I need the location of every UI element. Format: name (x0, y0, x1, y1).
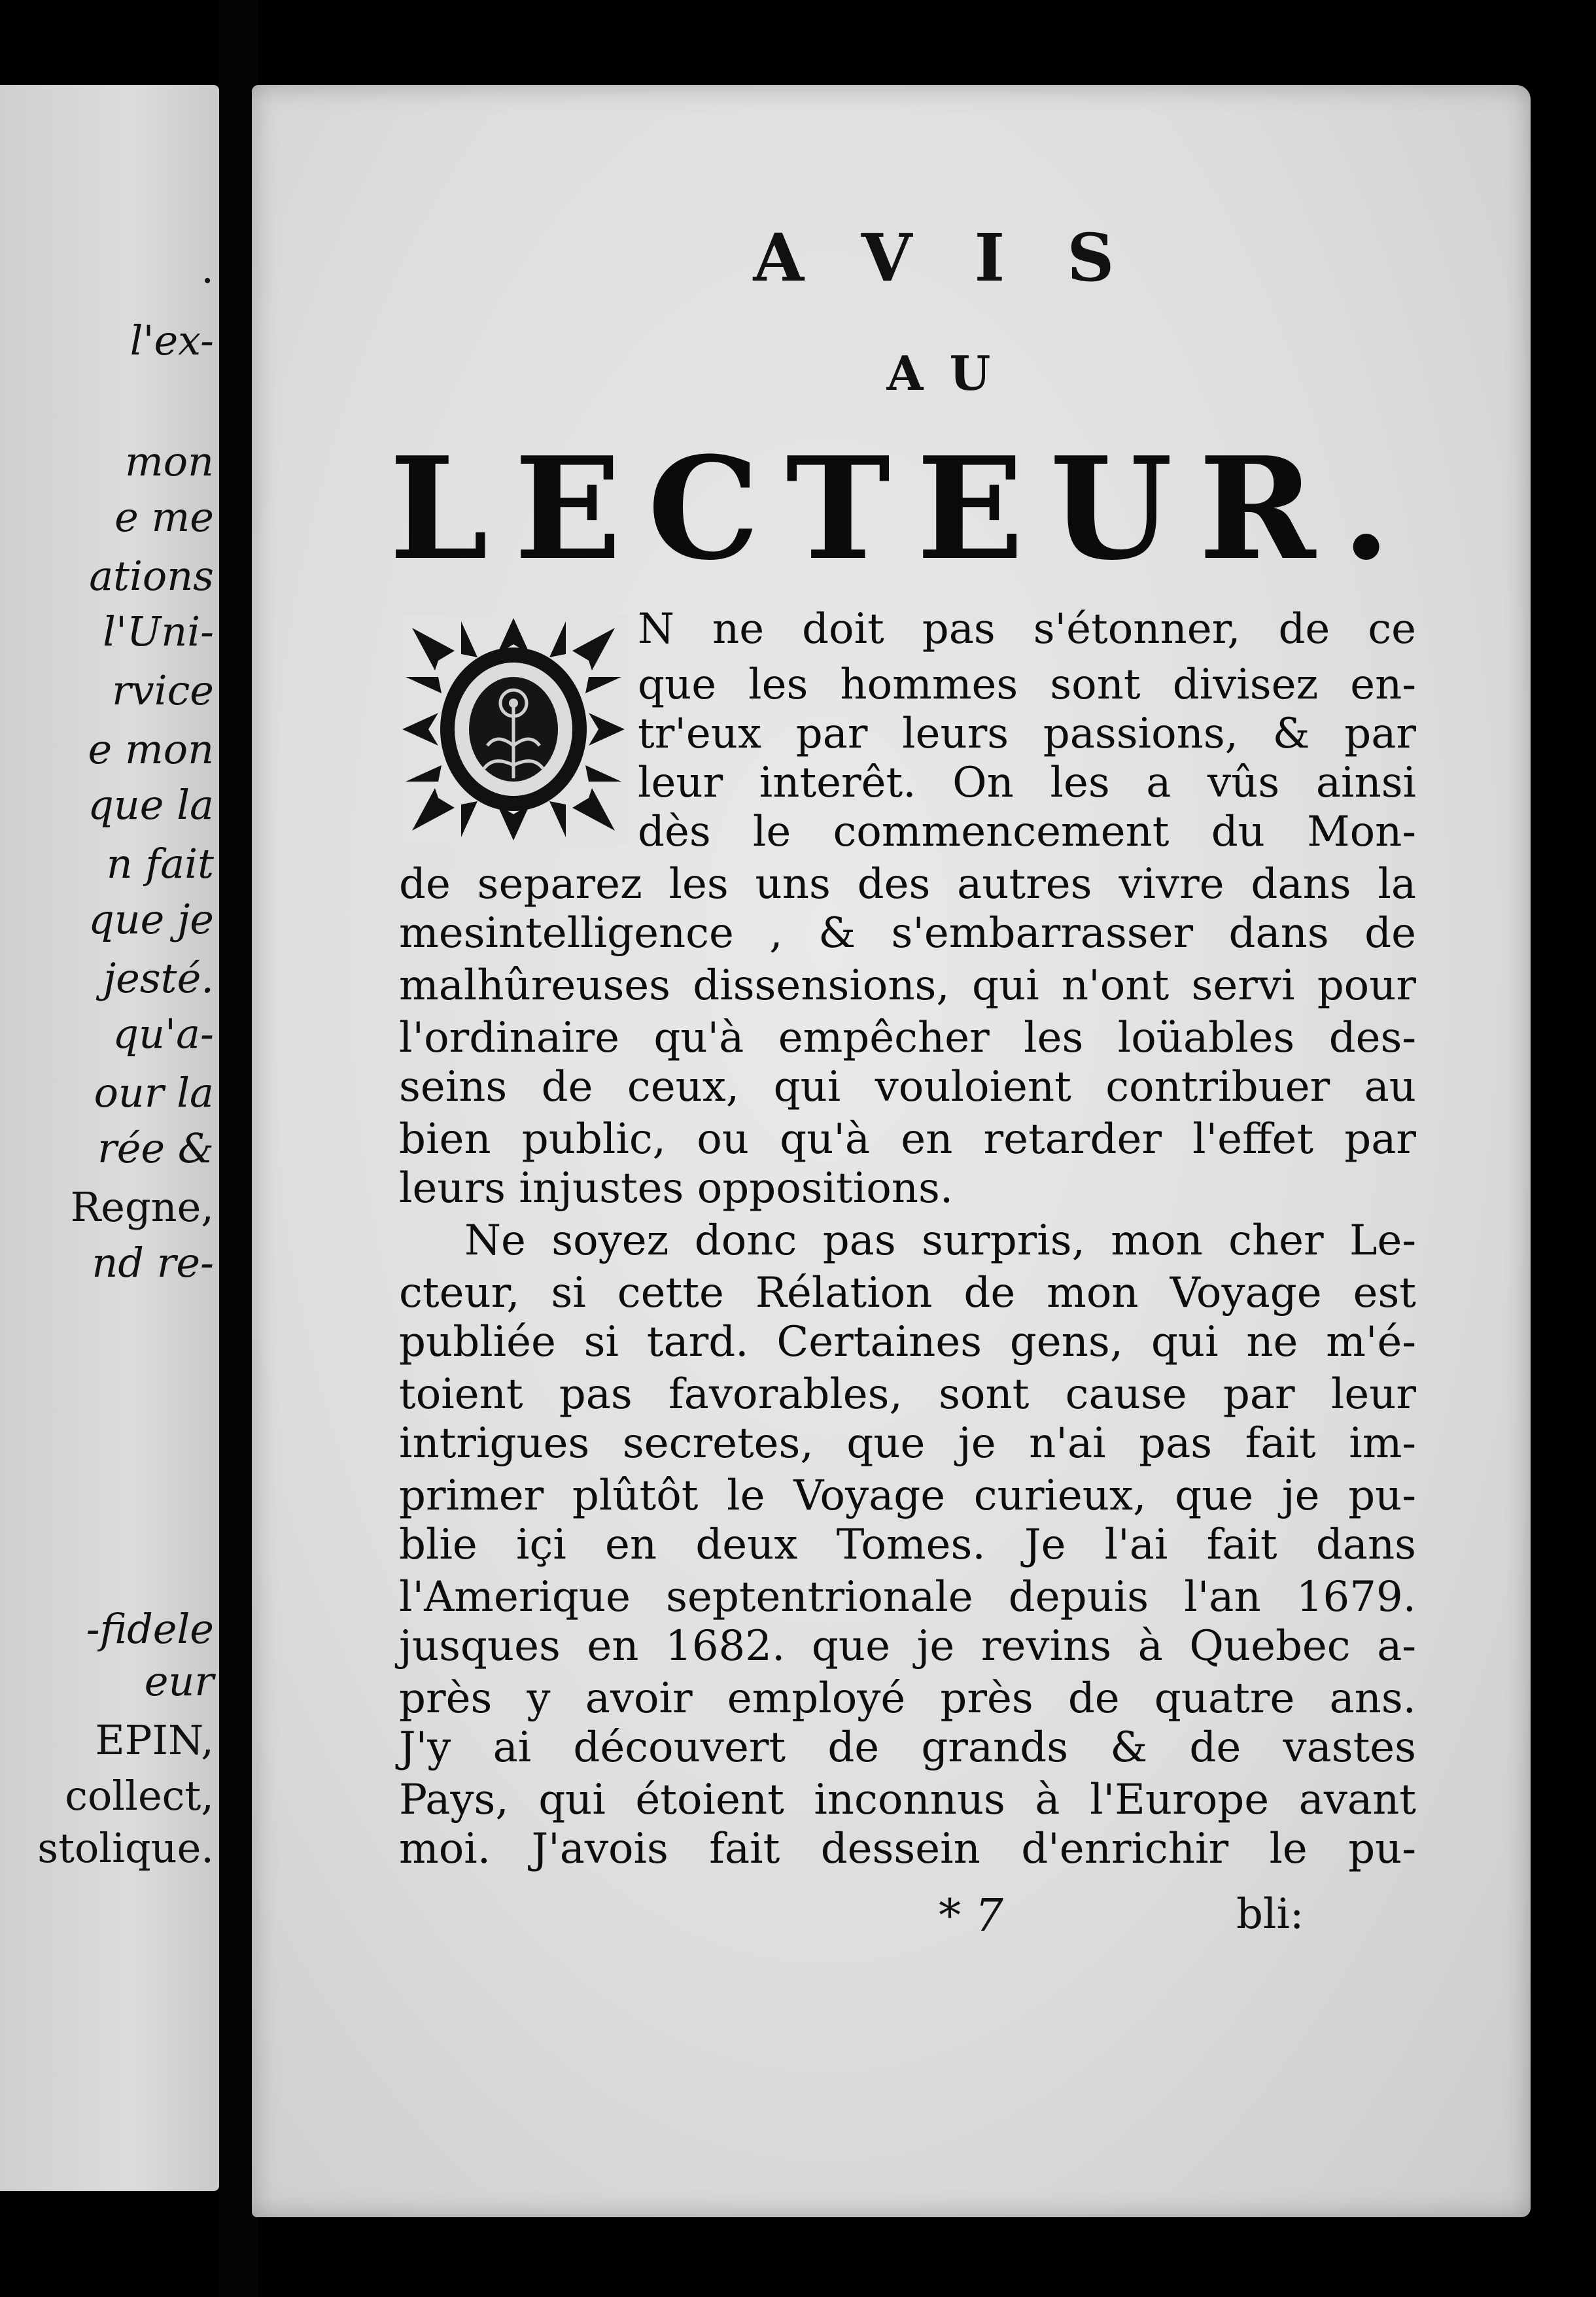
text-line: l'ordinaire qu'à empêcher les loüables des- (399, 1014, 1416, 1062)
facing-line: ations (89, 552, 214, 600)
facing-line: e mon (88, 725, 214, 773)
text-line: primer plûtôt le Voyage curieux, que je pu- (399, 1472, 1416, 1520)
facing-line: que je (88, 895, 214, 943)
text-line: l'Amerique septentrionale depuis l'an 1679. (399, 1573, 1416, 1621)
facing-line: . (201, 245, 214, 292)
facing-line: nd re- (92, 1239, 214, 1287)
title-au: AU (886, 345, 1017, 401)
text-line: près y avoir employé près de quatre ans. (399, 1674, 1416, 1723)
facing-line: -fidele (86, 1605, 214, 1653)
facing-line: que la (88, 781, 214, 829)
facing-line: Regne, (70, 1183, 214, 1231)
text-line: de separez les uns des autres vivre dans la (399, 860, 1416, 908)
facing-line: eur (144, 1657, 214, 1705)
text-line: leur interêt. On les a vûs ainsi (638, 759, 1416, 807)
facing-line: our la (94, 1069, 214, 1116)
text-line: dès le commencement du Mon- (638, 808, 1416, 856)
facing-line: l'ex- (130, 317, 214, 364)
text-line: mesintelligence , & s'embarrasser dans de (399, 909, 1416, 958)
text-line: J'y ai découvert de grands & de vastes (399, 1723, 1416, 1772)
book-page (252, 85, 1531, 2217)
text-line: toient pas favorables, sont cause par leur (399, 1370, 1416, 1419)
text-line: cteur, si cette Rélation de mon Voyage est (399, 1269, 1416, 1317)
text-line: bien public, ou qu'à en retarder l'effet par (399, 1115, 1416, 1164)
text-line: blie içi en deux Tomes. Je l'ai fait dans (399, 1521, 1416, 1569)
text-line: jusques en 1682. que je revins à Quebec a- (399, 1622, 1416, 1670)
text-line: malhûreuses dissensions, qui n'ont servi pour (399, 961, 1416, 1010)
catchword: bli: (1236, 1890, 1304, 1939)
facing-line: l'Uni- (103, 608, 214, 655)
text-line: moi. J'avois fait dessein d'enrichir le pu- (399, 1825, 1416, 1873)
facing-line: n fait (106, 840, 214, 888)
ornamental-initial-o (399, 615, 628, 844)
text-line: que les hommes sont divisez en- (638, 661, 1416, 709)
facing-line: stolique. (37, 1824, 214, 1872)
text-line: publiée si tard. Certaines gens, qui ne m'é- (399, 1318, 1416, 1366)
facing-line: jesté. (103, 954, 214, 1002)
facing-line: mon (124, 438, 214, 485)
facing-line: qu'a- (113, 1010, 214, 1058)
facing-line: rée & (97, 1124, 214, 1172)
title-avis: AVIS (753, 219, 1177, 296)
facing-line: collect, (65, 1772, 214, 1820)
text-line: seins de ceux, qui vouloient contribuer au (399, 1063, 1416, 1111)
facing-line: e me (114, 493, 214, 541)
facing-page (0, 85, 219, 2191)
signature-mark: * 7 (939, 1890, 1003, 1942)
text-line: leurs injustes oppositions. (399, 1164, 954, 1213)
facing-line: rvice (112, 666, 214, 714)
text-line: tr'eux par leurs passions, & par (638, 710, 1416, 758)
text-line: Pays, qui étoient inconnus à l'Europe avant (399, 1776, 1416, 1824)
facing-line: EPIN, (95, 1716, 214, 1764)
title-lecteur: LECTEUR. (389, 426, 1417, 591)
text-line: intrigues secretes, que je n'ai pas fait im- (399, 1419, 1416, 1468)
text-line: N ne doit pas s'étonner, de ce (638, 605, 1416, 653)
text-line: Ne soyez donc pas surpris, mon cher Le- (464, 1217, 1416, 1265)
